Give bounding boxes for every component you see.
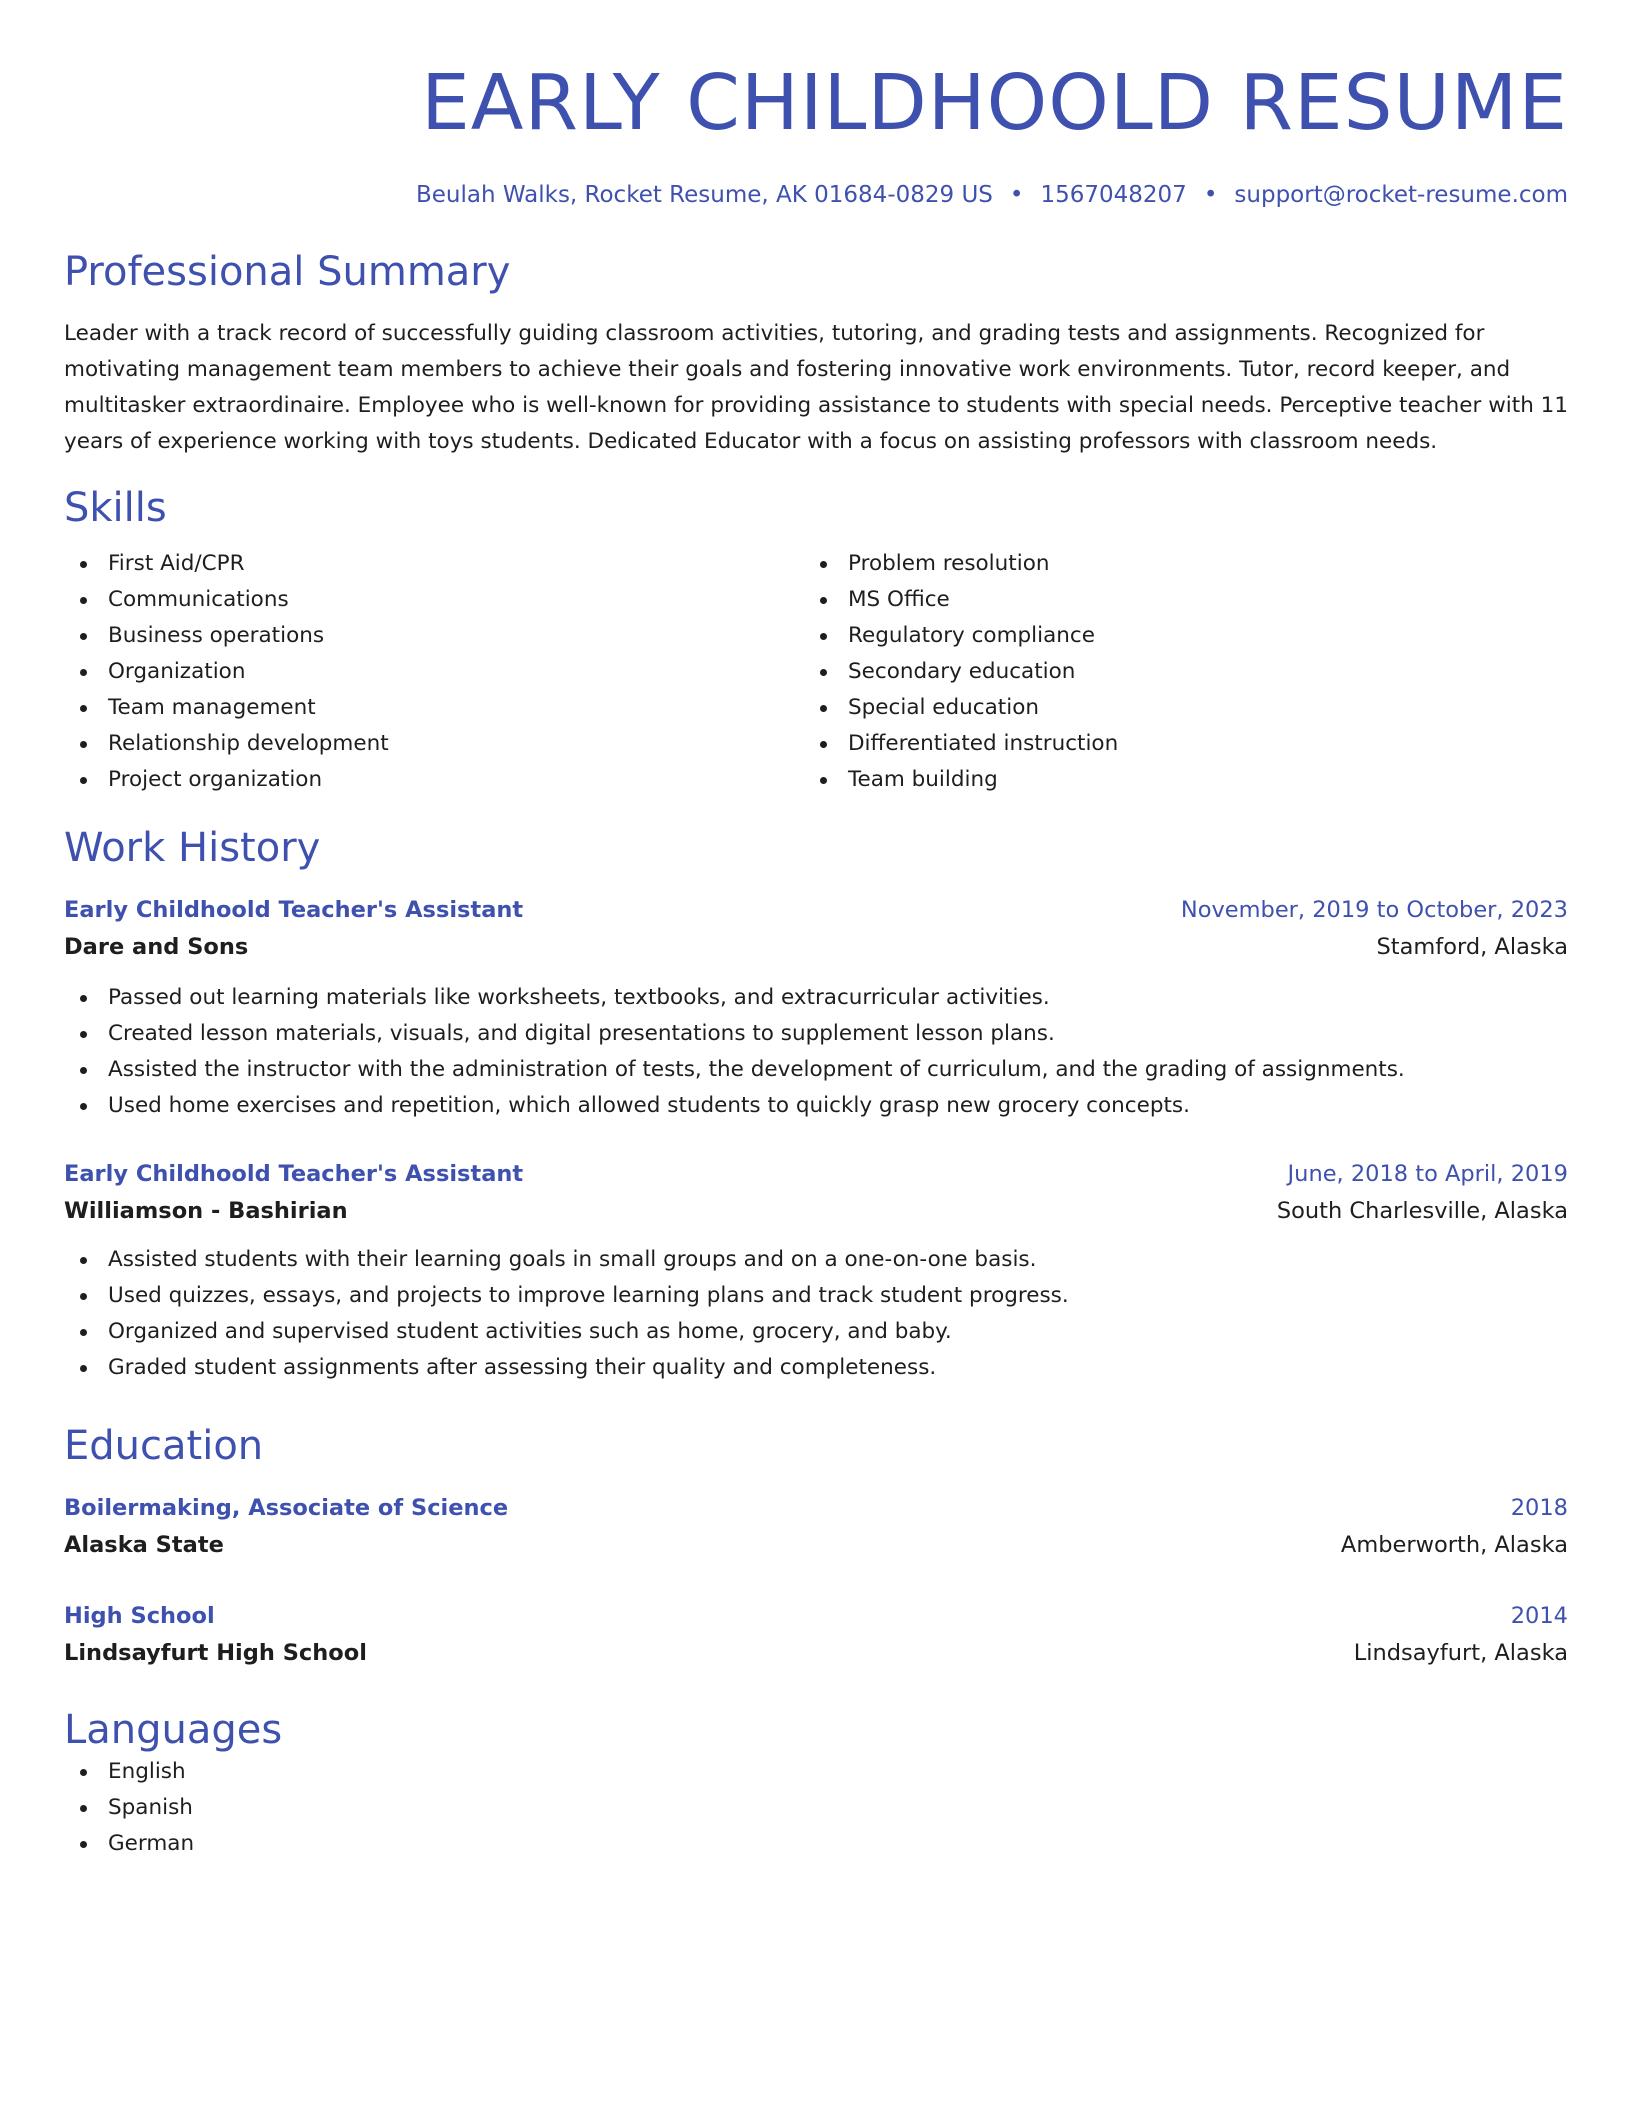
job-company-row [64,928,1568,966]
skill-item: Organization [64,654,804,690]
contact-address: Beulah Walks, Rocket Resume, AK 01684-0829 US [415,182,993,208]
skill-item: Regulatory compliance [804,618,1544,654]
skills-heading: Skills [64,485,167,531]
education-header-row [64,1490,1568,1526]
job-duty: Used quizzes, essays, and projects to improve learning plans and track student progress. [64,1278,1568,1314]
skills-column-left [64,546,804,798]
job-location: South Charlesville, Alaska [1276,1198,1568,1224]
contact-email: support@rocket-resume.com [1234,182,1568,208]
summary-section [64,248,1568,460]
summary-text: Leader with a track record of successfully guiding classroom activities, tutoring, and grading tests and assignments. Recognized for motivating management team members to achieve their goals and fostering innovative work environments. Tutor, record keeper, and multitasker extraordinaire. Employee who is well-known for providing assistance to students with special needs. Perceptive teacher with 11 years of experience working with toys students. Dedicated Educator with a focus on assisting professors with classroom needs. [64,321,1569,454]
education-entry [64,1490,1568,1564]
education-school-row [64,1526,1568,1564]
summary-heading: Professional Summary [64,249,511,295]
languages-heading: Languages [64,1707,283,1753]
education-location: Lindsayfurt, Alaska [1353,1640,1568,1666]
education-degree: Boilermaking, Associate of Science [64,1495,509,1521]
language-item: English [64,1754,1568,1790]
skills-grid [64,546,1568,798]
education-degree: High School [64,1603,215,1629]
skills-list-right [804,546,1544,798]
job-company: Williamson - Bashirian [64,1198,348,1224]
skills-section [64,484,1568,798]
work-history-section [64,824,1568,1386]
language-item: German [64,1826,1568,1862]
job-entry [64,1156,1568,1386]
languages-section [64,1706,1568,1862]
skill-item: Project organization [64,762,804,798]
job-title: Early Childhoold Teacher's Assistant [64,897,524,923]
resume-header [64,56,1568,210]
job-duty: Assisted students with their learning goals in small groups and on a one-on-one basis. [64,1242,1568,1278]
languages-list [64,1754,1568,1862]
job-location: Stamford, Alaska [1376,934,1568,960]
education-heading: Education [64,1423,264,1469]
job-duty: Organized and supervised student activities such as home, grocery, and baby. [64,1314,1568,1350]
job-dates: November, 2019 to October, 2023 [1180,897,1568,923]
job-duty: Used home exercises and repetition, which allowed students to quickly grasp new grocery concepts. [64,1088,1568,1124]
skills-list-left [64,546,804,798]
skill-item: MS Office [804,582,1544,618]
skill-item: Problem resolution [804,546,1544,582]
skill-item: Secondary education [804,654,1544,690]
education-entry [64,1598,1568,1672]
education-school-row [64,1634,1568,1672]
job-duties-list [64,980,1568,1124]
education-section [64,1422,1568,1672]
job-duties-list [64,1242,1568,1386]
education-location: Amberworth, Alaska [1340,1532,1568,1558]
job-duty: Passed out learning materials like worksheets, textbooks, and extracurricular activities. [64,980,1568,1016]
skill-item: First Aid/CPR [64,546,804,582]
education-school: Alaska State [64,1532,224,1558]
skill-item: Special education [804,690,1544,726]
skill-item: Business operations [64,618,804,654]
contact-separator: • [1009,182,1024,208]
job-entry [64,892,1568,1124]
education-school: Lindsayfurt High School [64,1640,367,1666]
job-title: Early Childhoold Teacher's Assistant [64,1161,524,1187]
job-header-row [64,892,1568,928]
contact-phone: 1567048207 [1040,182,1187,208]
job-duty: Graded student assignments after assessing their quality and completeness. [64,1350,1568,1386]
job-duty: Created lesson materials, visuals, and digital presentations to supplement lesson plans. [64,1016,1568,1052]
job-company: Dare and Sons [64,934,249,960]
job-dates: June, 2018 to April, 2019 [1287,1161,1568,1187]
education-year: 2018 [1510,1495,1568,1521]
job-header-row [64,1156,1568,1192]
contact-line [64,180,1568,210]
skill-item: Relationship development [64,726,804,762]
work-history-heading: Work History [64,825,321,871]
skill-item: Team building [804,762,1544,798]
job-duty: Assisted the instructor with the administration of tests, the development of curriculum, and the grading of assignments. [64,1052,1568,1088]
education-year: 2014 [1510,1603,1568,1629]
skill-item: Differentiated instruction [804,726,1544,762]
skill-item: Team management [64,690,804,726]
contact-separator: • [1203,182,1218,208]
skill-item: Communications [64,582,804,618]
resume-title: EARLY CHILDHOOLD RESUME [421,59,1568,148]
language-item: Spanish [64,1790,1568,1826]
skills-column-right [804,546,1544,798]
job-company-row [64,1192,1568,1230]
education-header-row [64,1598,1568,1634]
